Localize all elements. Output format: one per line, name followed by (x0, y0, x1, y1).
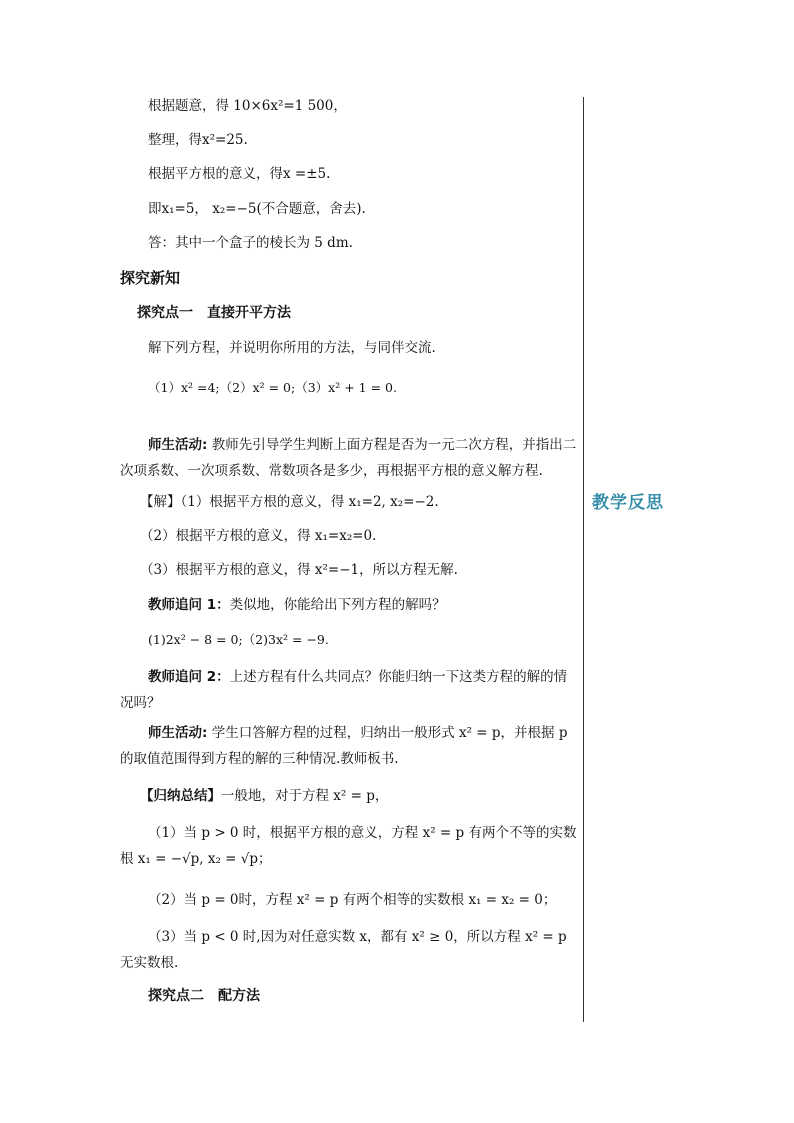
text-line: （2）根据平方根的意义，得 x₁=x₂=0. (140, 528, 377, 544)
text-line: 整理，得x²=25. (148, 132, 248, 148)
equation-line: （1）x² =4;（2）x² = 0;（3）x² + 1 = 0. (148, 380, 397, 395)
label-bold: 师生活动: (148, 725, 208, 741)
text-line: 根据题意，得 10×6x²=1 500， (148, 98, 347, 114)
question-text: 类似地，你能给出下列方程的解吗？ (229, 597, 446, 613)
case-3: （3）当 p < 0 时,因为对任意实数 x，都有 x² ≥ 0，所以方程 x² = p 无实数根. (120, 929, 567, 971)
paragraph-text: 学生口答解方程的过程，归纳出一般形式 x² = p，并根据 p 的取值范围得到方程的解的三种情况.教师板书. (120, 725, 568, 767)
summary-line (140, 786, 388, 806)
teacher-question-1 (148, 595, 446, 615)
label-bold: 教师追问 1： (148, 597, 230, 613)
equation-line: (1)2x² − 8 = 0;（2)3x² = −9. (148, 632, 329, 647)
text-line: 解下列方程，并说明你所用的方法，与同伴交流. (148, 340, 436, 356)
paragraph (120, 432, 578, 484)
text-line: 【解】（1）根据平方根的意义，得 x₁=2, x₂=−2. (140, 494, 439, 510)
text-line: 即x₁=5， x₂=−5(不合题意，舍去). (148, 201, 366, 217)
label-bold: 教师追问 2： (148, 669, 230, 685)
label-bold: 师生活动: (148, 437, 208, 453)
paragraph-text: 教师先引导学生判断上面方程是否为一元二次方程，并指出二次项系数、一次项系数、常数项各是多少，再根据平方根的意义解方程. (120, 437, 577, 479)
case-2: （2）当 p = 0时，方程 x² = p 有两个相等的实数根 x₁ = x₂ = 0； (148, 892, 557, 908)
section-heading: 探究新知 (120, 269, 181, 287)
column-divider (583, 97, 584, 1022)
question-text: 上述方程有什么共同点？你能归纳一下这类方程的解的情况吗？ (120, 669, 568, 711)
subsection-heading: 探究点二 配方法 (148, 988, 260, 1004)
text-line: 答：其中一个盒子的棱长为 5 dm. (148, 235, 353, 251)
case-1: （1）当 p > 0 时，根据平方根的意义，方程 x² = p 有两个不等的实数根 x₁ = −√p, x₂ = √p； (120, 825, 577, 867)
subsection-heading: 探究点一 直接开平方法 (137, 305, 291, 321)
summary-text: 一般地，对于方程 x² = p， (221, 788, 389, 804)
paragraph (120, 720, 578, 772)
teaching-reflection-title: 教学反思 (592, 493, 664, 513)
text-line: 根据平方根的意义，得x =±5. (148, 166, 331, 182)
label-bold: 【归纳总结】 (140, 788, 221, 804)
text-line: （3）根据平方根的意义，得 x²=−1，所以方程无解. (140, 562, 458, 578)
teacher-question-2 (120, 664, 578, 716)
